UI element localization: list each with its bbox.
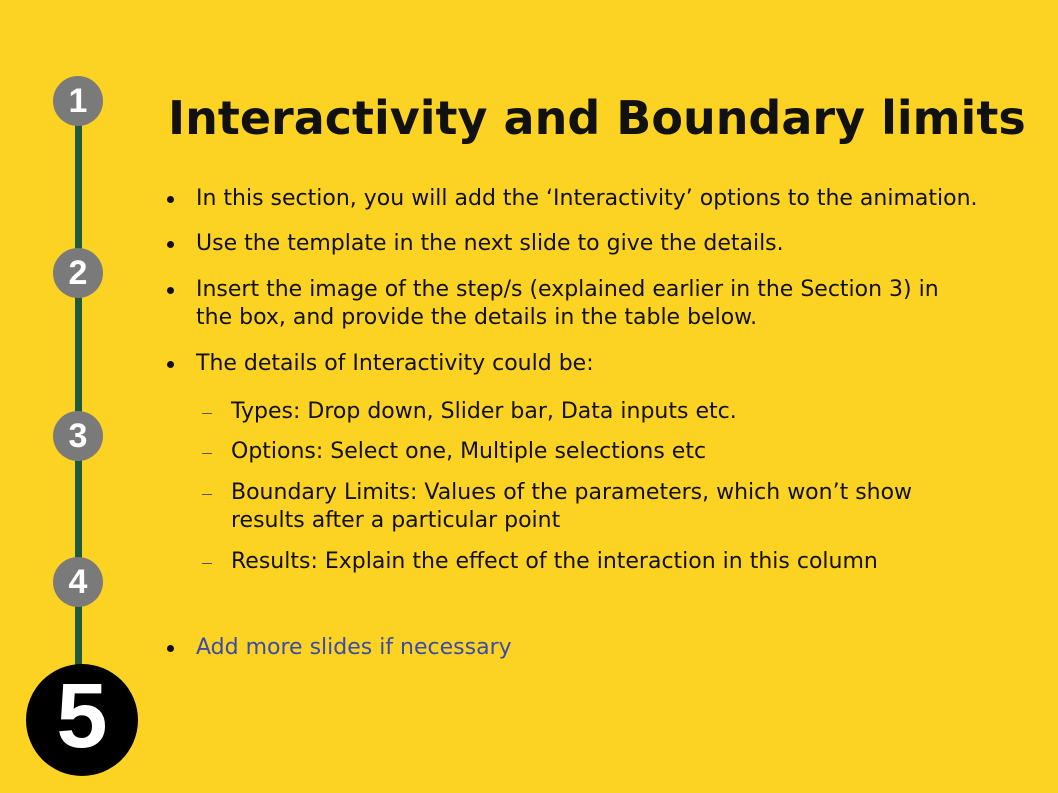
bullet-text: Use the template in the next slide to give the details. (196, 231, 784, 256)
current-step-marker: 5 (26, 664, 138, 776)
bullet-item (160, 350, 980, 378)
bullet-list (160, 185, 980, 662)
bullet-dot-icon (167, 287, 174, 294)
sub-bullet-text: Boundary Limits: Values of the parameters, which won’t show results after a particular point (231, 480, 913, 533)
sub-bullet-text: Options: Select one, Multiple selections etc (231, 439, 707, 464)
sub-bullet-text: Types: Drop down, Slider bar, Data inputs etc. (231, 399, 737, 424)
sub-bullet-item (160, 438, 980, 466)
bullet-dot-icon (167, 645, 174, 652)
bullet-item-add-slides (160, 634, 980, 662)
dash-icon (202, 563, 212, 564)
bullet-dot-icon (167, 241, 174, 248)
bullet-item (160, 185, 980, 213)
sub-bullet-text: Results: Explain the effect of the interaction in this column (231, 549, 878, 574)
sub-bullet-item (160, 398, 980, 426)
bullet-item (160, 230, 980, 258)
bullet-text: The details of Interactivity could be: (196, 351, 594, 376)
step-1-marker: 1 (53, 76, 103, 126)
step-3-marker: 3 (53, 411, 103, 461)
step-2-marker: 2 (53, 248, 103, 298)
sub-bullet-item (160, 548, 980, 576)
dash-icon (202, 453, 212, 454)
step-4-marker: 4 (53, 557, 103, 607)
progress-track (75, 100, 82, 700)
dash-icon (202, 494, 212, 495)
bullet-text: In this section, you will add the ‘Interactivity’ options to the animation. (196, 186, 978, 211)
slide-title: Interactivity and Boundary limits (168, 91, 1026, 145)
dash-icon (202, 413, 212, 414)
sub-bullet-item (160, 479, 980, 535)
add-slides-note: Add more slides if necessary (196, 635, 512, 660)
bullet-item (160, 276, 980, 332)
bullet-dot-icon (167, 196, 174, 203)
bullet-text: Insert the image of the step/s (explained earlier in the Section 3) in the box, and provide the details in the table below. (196, 277, 939, 330)
bullet-dot-icon (167, 361, 174, 368)
